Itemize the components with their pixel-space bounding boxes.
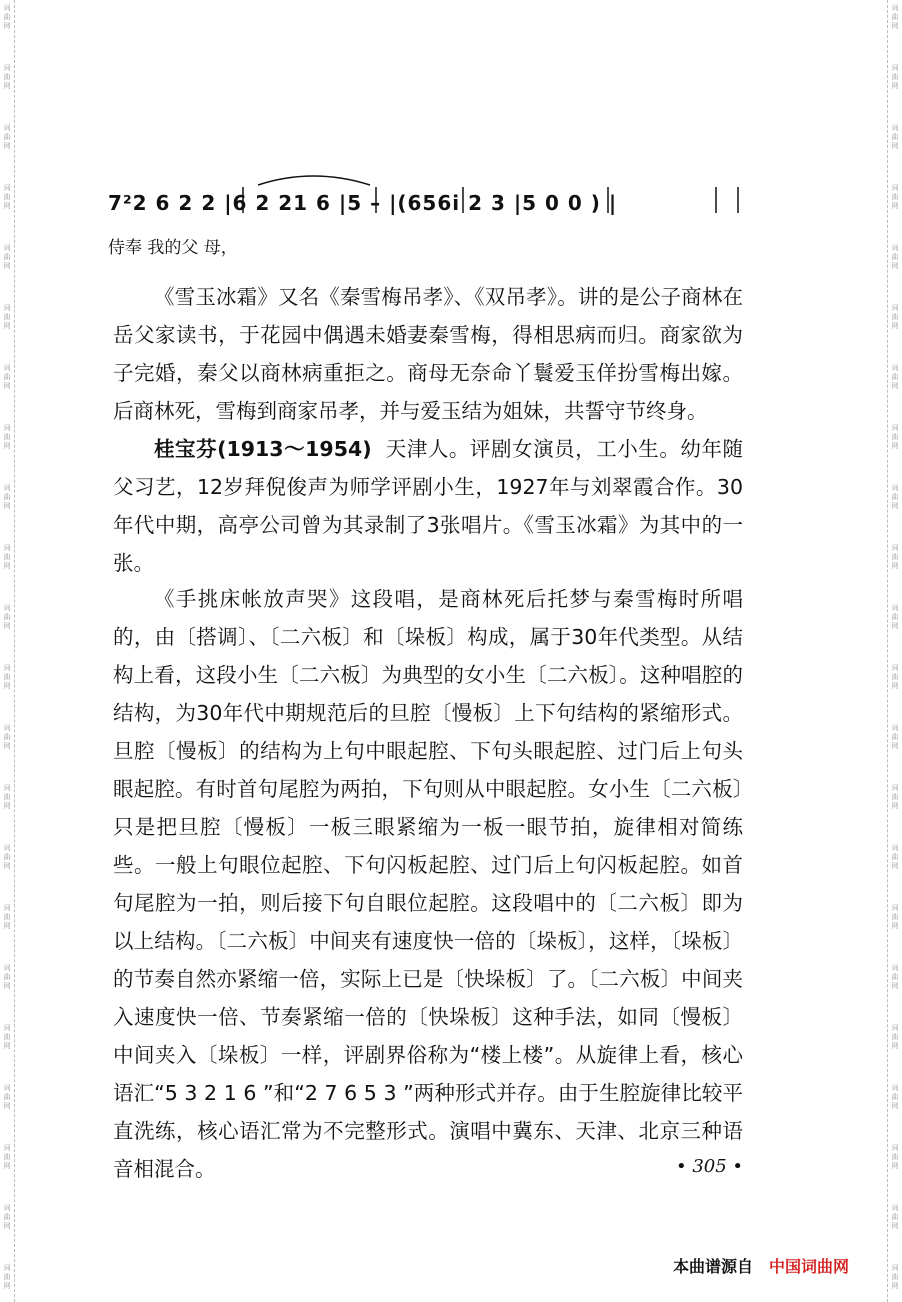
watermark-text: 词 曲 网 xyxy=(3,304,11,330)
watermark-text: 词 曲 网 xyxy=(3,244,11,270)
score-notation: 7²2 6 2 2 |6 2 21 6 |5 – |(656i 2 3 |5 0 0 ) | xyxy=(108,191,618,215)
watermark-text: 词 曲 网 xyxy=(3,4,11,30)
left-margin-watermark xyxy=(0,0,15,1302)
source-label: 本曲谱源自 xyxy=(673,1257,754,1276)
watermark-text: 词 曲 网 xyxy=(891,664,899,690)
watermark-text: 词 曲 网 xyxy=(3,844,11,870)
watermark-text: 词 曲 网 xyxy=(3,1204,11,1230)
watermark-text: 词 曲 网 xyxy=(3,184,11,210)
paragraph-performer xyxy=(113,430,743,582)
watermark-text: 词 曲 网 xyxy=(891,1264,899,1290)
watermark-text: 词 曲 网 xyxy=(3,724,11,750)
paragraph-analysis: 《手挑床帐放声哭》这段唱，是商林死后托梦与秦雪梅时所唱的，由〔搭调〕、〔二六板〕和〔垛板〕构成，属于30年代类型。从结构上看，这段小生〔二六板〕为典型的女小生〔二六板〕。这种唱腔的结构，为30年代中期规范后的旦腔〔慢板〕上下句结构的紧缩形式。旦腔〔慢板〕的结构为上句中眼起腔、下句头眼起腔、过门后上句头眼起腔。有时首句尾腔为两拍，下句则从中眼起腔。女小生〔二六板〕只是把旦腔〔慢板〕一板三眼紧缩为一板一眼节拍，旋律相对简练些。一般上句眼位起腔、下句闪板起腔、过门后上句闪板起腔。如首句尾腔为一拍，则后接下句自眼位起腔。这段唱中的〔二六板〕即为以上结构。〔二六板〕中间夹有速度快一倍的〔垛板〕，这样，〔垛板〕的节奏自然亦紧缩一倍，实际上已是〔快垛板〕了。〔二六板〕中间夹入速度快一倍、节奏紧缩一倍的〔快垛板〕这种手法，如同〔慢板〕中间夹入〔垛板〕一样，评剧界俗称为“楼上楼”。从旋律上看，核心语汇“5 3 2 1 6 ”和“2 7 6 5 3 ”两种形式并存。由于生腔旋律比较平直洗练，核心语汇常为不完整形式。演唱中冀东、天津、北京三种语音相混合。 xyxy=(113,587,743,1181)
watermark-text: 词 曲 网 xyxy=(891,604,899,630)
watermark-text: 词 曲 网 xyxy=(3,664,11,690)
watermark-text: 词 曲 网 xyxy=(3,124,11,150)
watermark-text: 词 曲 网 xyxy=(891,844,899,870)
music-score-excerpt xyxy=(108,165,748,258)
watermark-text: 词 曲 网 xyxy=(891,1024,899,1050)
paragraph-synopsis: 《雪玉冰霜》又名《秦雪梅吊孝》、《双吊孝》。讲的是公子商林在岳父家读书，于花园中偶遇未婚妻秦雪梅，得相思病而归。商家欲为子完婚，秦父以商林病重拒之。商母无奈命丫鬟爱玉佯扮雪梅出嫁。后商林死，雪梅到商家吊孝，并与爱玉结为姐妹，共誓守节终身。 xyxy=(113,285,743,423)
watermark-text: 词 曲 网 xyxy=(3,1024,11,1050)
watermark-text: 词 曲 网 xyxy=(3,424,11,450)
performer-bio: 天津人。评剧女演员，工小生。幼年随父习艺，12岁拜倪俊声为师学评剧小生，1927年与刘翠霞合作。30年代中期，高亭公司曾为其录制了3张唱片。《雪玉冰霜》为其中的一张。 xyxy=(113,437,743,575)
watermark-text: 词 曲 网 xyxy=(3,1264,11,1290)
watermark-text: 词 曲 网 xyxy=(891,4,899,30)
watermark-text: 词 曲 网 xyxy=(891,964,899,990)
watermark-text: 词 曲 网 xyxy=(3,784,11,810)
watermark-text: 词 曲 网 xyxy=(3,904,11,930)
watermark-text: 词 曲 网 xyxy=(3,64,11,90)
performer-name: 桂宝芬(1913～1954) xyxy=(154,437,372,461)
watermark-text: 词 曲 网 xyxy=(3,964,11,990)
watermark-text: 词 曲 网 xyxy=(891,64,899,90)
watermark-text: 词 曲 网 xyxy=(891,124,899,150)
watermark-text: 词 曲 网 xyxy=(891,544,899,570)
watermark-text: 词 曲 网 xyxy=(891,484,899,510)
watermark-text: 词 曲 网 xyxy=(891,244,899,270)
watermark-text: 词 曲 网 xyxy=(891,364,899,390)
source-brand[interactable]: 中国词曲网 xyxy=(769,1257,850,1276)
watermark-text: 词 曲 网 xyxy=(3,604,11,630)
source-credit xyxy=(673,1254,849,1277)
watermark-text: 词 曲 网 xyxy=(891,1144,899,1170)
score-lyric: 侍奉 我的父 母， xyxy=(108,238,238,258)
watermark-text: 词 曲 网 xyxy=(891,304,899,330)
watermark-text: 词 曲 网 xyxy=(3,1144,11,1170)
watermark-text: 词 曲 网 xyxy=(891,1204,899,1230)
watermark-text: 词 曲 网 xyxy=(891,424,899,450)
watermark-text: 词 曲 网 xyxy=(3,544,11,570)
page-number: • 305 • xyxy=(676,1156,744,1177)
watermark-text: 词 曲 网 xyxy=(891,1084,899,1110)
watermark-text: 词 曲 网 xyxy=(3,1084,11,1110)
watermark-text: 词 曲 网 xyxy=(3,364,11,390)
right-margin-watermark xyxy=(887,0,902,1302)
watermark-text: 词 曲 网 xyxy=(891,184,899,210)
watermark-text: 词 曲 网 xyxy=(891,724,899,750)
watermark-text: 词 曲 网 xyxy=(3,484,11,510)
watermark-text: 词 曲 网 xyxy=(891,784,899,810)
watermark-text: 词 曲 网 xyxy=(891,904,899,930)
